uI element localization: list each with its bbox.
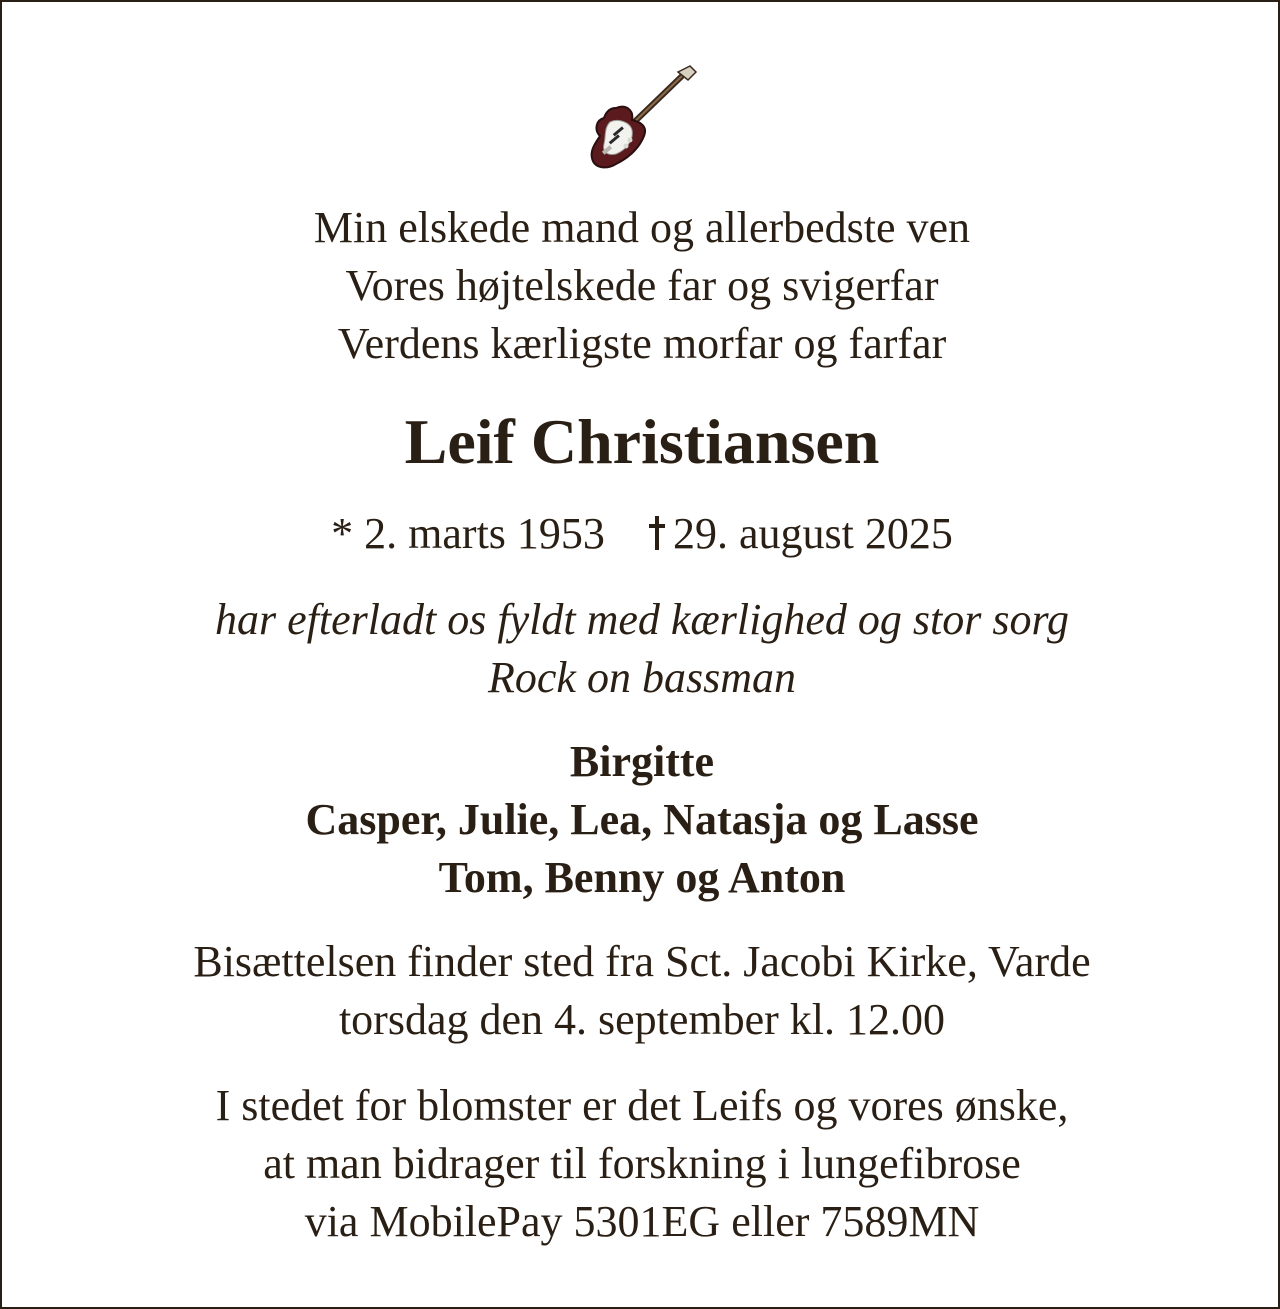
donation-line: via MobilePay 5301EG eller 7589MN <box>304 1197 980 1246</box>
family-line: Tom, Benny og Anton <box>438 853 846 902</box>
donation-line: at man bidrager til forskning i lungefibrose <box>263 1139 1021 1188</box>
intro-line: Vores højtelskede far og svigerfar <box>345 261 939 310</box>
ceremony-line: torsdag den 4. september kl. 12.00 <box>338 995 946 1044</box>
cross-icon <box>649 516 665 550</box>
ceremony-line: Bisættelsen finder sted fra Sct. Jacobi Kirke, Varde <box>193 937 1091 986</box>
deceased-name: Leif Christiansen <box>404 406 880 477</box>
quote-line: Rock on bassman <box>488 653 796 702</box>
donation-line: I stedet for blomster er det Leifs og vores ønske, <box>215 1081 1069 1130</box>
family-line: Casper, Julie, Lea, Natasja og Lasse <box>305 795 979 844</box>
intro-line: Verdens kærligste morfar og farfar <box>337 319 947 368</box>
family-line: Birgitte <box>569 737 715 786</box>
quote-line: har efterladt os fyldt med kærlighed og stor sorg <box>215 595 1069 644</box>
intro-line: Min elskede mand og allerbedste ven <box>313 203 971 252</box>
death-date: 29. august 2025 <box>672 509 953 558</box>
bass-guitar-icon <box>586 64 698 172</box>
life-dates <box>2 509 1280 558</box>
born-symbol: * <box>331 509 354 558</box>
birth-date: 2. marts 1953 <box>364 509 605 558</box>
